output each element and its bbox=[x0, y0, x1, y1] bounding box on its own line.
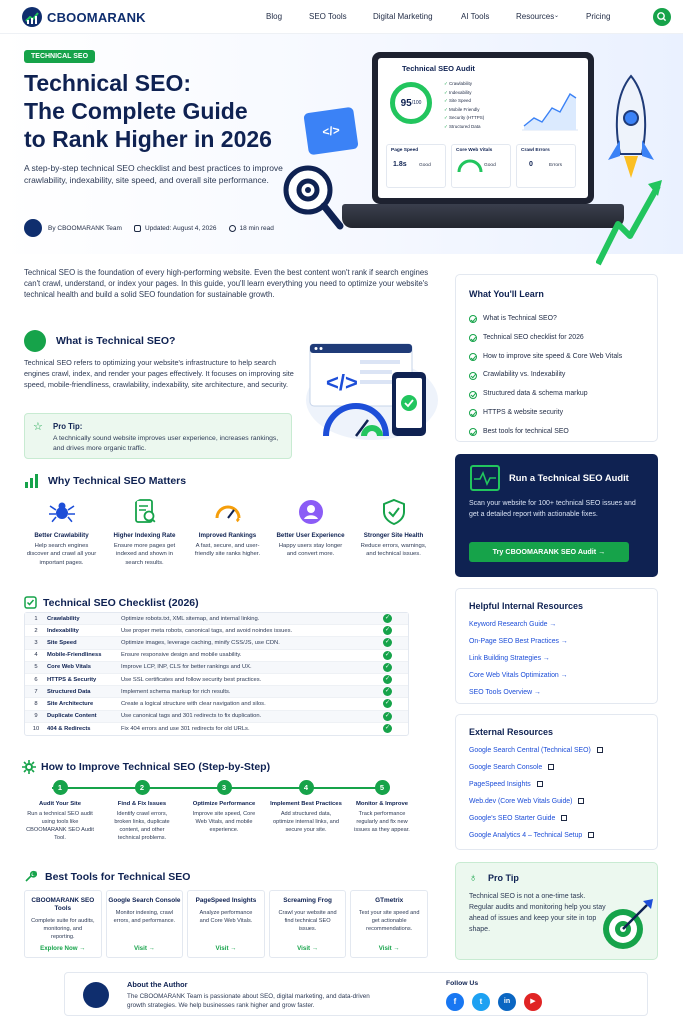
audit-title: Technical SEO Audit bbox=[402, 64, 475, 73]
row-desc: Ensure responsive design and mobile usability. bbox=[121, 652, 242, 659]
step-number: 4 bbox=[299, 780, 314, 795]
section-title-what: What is Technical SEO? bbox=[56, 335, 176, 347]
laptop-illustration bbox=[372, 52, 594, 228]
learn-item[interactable] bbox=[469, 329, 622, 348]
gear-icon bbox=[22, 760, 36, 774]
learn-label: What is Technical SEO? bbox=[483, 315, 557, 322]
gear-check-icon bbox=[24, 330, 46, 352]
about-author bbox=[64, 972, 648, 1016]
external-link-icon bbox=[537, 781, 543, 787]
why-title: Stronger Site Health bbox=[363, 532, 424, 539]
nav-blog[interactable]: Blog bbox=[266, 12, 283, 21]
why-item bbox=[352, 496, 435, 588]
tip-text: A technically sound website improves user experience, increases rankings, and drives more organic traffic. bbox=[53, 435, 279, 452]
spider-icon bbox=[48, 498, 76, 526]
external-link-label[interactable]: Google Search Central (Technical SEO) bbox=[469, 747, 591, 754]
step-number: 3 bbox=[217, 780, 232, 795]
row-name: Site Architecture bbox=[47, 700, 94, 707]
learn-list bbox=[469, 310, 622, 442]
row-name: Duplicate Content bbox=[47, 713, 97, 720]
audit-check-list bbox=[444, 80, 484, 132]
about-text: The CBOOMARANK Team is passionate about SEO, digital marketing, and data-driven growth strategies. We help businesses rank higher and grow faster. bbox=[127, 993, 370, 1009]
check-circle-icon bbox=[469, 334, 477, 342]
table-row bbox=[25, 711, 408, 723]
learn-label: Crawlability vs. Indexability bbox=[483, 371, 566, 379]
row-number: 10 bbox=[32, 725, 40, 732]
twitter-icon[interactable]: t bbox=[472, 993, 490, 1011]
internal-link[interactable]: Core Web Vitals Optimization → bbox=[469, 672, 568, 679]
audit-cta-card bbox=[455, 454, 658, 577]
check-circle-icon bbox=[469, 315, 477, 323]
row-number: 1 bbox=[34, 615, 38, 622]
monitor-pulse-icon bbox=[470, 465, 500, 491]
title-line: The Complete Guide bbox=[24, 98, 248, 124]
external-link[interactable] bbox=[469, 810, 603, 827]
step-title: Monitor & Improve bbox=[355, 801, 409, 807]
check-icon: ✓ bbox=[384, 651, 391, 658]
nav-ai-tools[interactable]: AI Tools bbox=[461, 12, 490, 21]
step-number: 5 bbox=[375, 780, 390, 795]
row-number: 2 bbox=[34, 627, 38, 634]
audit-check: ✓ Security (HTTPS) bbox=[444, 114, 484, 123]
tool-desc: Test your site speed and get actionable recommendations. bbox=[358, 910, 420, 932]
read-time: 18 min read bbox=[239, 224, 274, 232]
external-link-icon bbox=[597, 747, 603, 753]
step-title: Find & Fix Issues bbox=[117, 801, 167, 807]
score-ring bbox=[390, 82, 432, 124]
audit-check: ✓ Site Speed bbox=[444, 97, 484, 106]
learn-item[interactable] bbox=[469, 310, 622, 329]
check-icon: ✓ bbox=[384, 688, 391, 695]
external-link-label[interactable]: Google's SEO Starter Guide bbox=[469, 815, 556, 822]
why-grid bbox=[20, 496, 436, 588]
core-web-vitals-card bbox=[451, 144, 511, 188]
bar-chart-icon bbox=[24, 474, 40, 488]
learn-item[interactable] bbox=[469, 385, 622, 404]
what-youll-learn-card bbox=[455, 274, 658, 442]
stat-value: 0 bbox=[529, 161, 533, 168]
learn-label: HTTPS & website security bbox=[483, 408, 564, 416]
section-title-why: Why Technical SEO Matters bbox=[48, 475, 187, 487]
row-desc: Implement schema markup for rich results. bbox=[121, 688, 231, 695]
tool-title: Google Search Console bbox=[108, 897, 181, 904]
row-name: HTTPS & Security bbox=[47, 676, 97, 683]
tool-link[interactable]: Visit → bbox=[297, 945, 319, 952]
step-item bbox=[18, 780, 102, 842]
checklist-table bbox=[24, 612, 409, 736]
tool-card[interactable] bbox=[187, 890, 265, 958]
row-desc: Use canonical tags and 301 redirects to fix duplication. bbox=[121, 713, 262, 720]
tool-link[interactable]: Visit → bbox=[378, 945, 400, 952]
step-desc: Improve site speed, Core Web Vitals, and mobile experience. bbox=[192, 811, 256, 833]
row-name: Site Speed bbox=[47, 639, 77, 646]
stat-status: Good bbox=[484, 163, 496, 168]
check-icon: ✓ bbox=[384, 725, 391, 732]
pro-tip-box bbox=[24, 413, 292, 459]
nav-seo-tools[interactable]: SEO Tools bbox=[309, 12, 347, 21]
internal-link[interactable]: Link Building Strategies → bbox=[469, 655, 550, 662]
external-link-label[interactable]: Google Search Console bbox=[469, 764, 543, 771]
tool-desc: Complete suite for audits, monitoring, and reporting. bbox=[31, 918, 95, 940]
check-circle-icon bbox=[469, 353, 477, 361]
shield-check-icon bbox=[380, 498, 408, 526]
external-link[interactable] bbox=[469, 742, 603, 759]
row-desc: Use SSL certificates and follow security best practices. bbox=[121, 676, 262, 683]
page-title bbox=[24, 69, 324, 153]
nav-digital-marketing[interactable]: Digital Marketing bbox=[373, 12, 433, 21]
pro-tip-title: Pro Tip bbox=[488, 873, 519, 883]
social-links bbox=[446, 993, 542, 1011]
youtube-icon[interactable]: ▶ bbox=[524, 993, 542, 1011]
check-circle-icon bbox=[469, 428, 477, 436]
step-desc: Add structured data, optimize internal links, and secure your site. bbox=[273, 811, 339, 833]
learn-item[interactable] bbox=[469, 423, 622, 442]
why-item bbox=[103, 496, 186, 588]
row-number: 9 bbox=[34, 713, 38, 720]
tool-title: PageSpeed Insights bbox=[195, 897, 257, 904]
stat-label: Crawl Errors bbox=[521, 148, 550, 153]
table-row bbox=[25, 637, 408, 649]
learn-item[interactable] bbox=[469, 366, 622, 385]
step-desc: Track performance regularly and fix new issues as they appear. bbox=[354, 811, 410, 833]
nav-pricing[interactable]: Pricing bbox=[586, 12, 611, 21]
audit-check: ✓ Indexability bbox=[444, 89, 484, 98]
search-icon bbox=[653, 8, 671, 26]
tool-link[interactable]: Explore Now → bbox=[40, 945, 86, 952]
star-icon: ☆ bbox=[33, 421, 43, 433]
linkedin-icon[interactable]: in bbox=[498, 993, 516, 1011]
table-row bbox=[25, 625, 408, 637]
tool-card[interactable] bbox=[350, 890, 428, 958]
check-icon: ✓ bbox=[384, 700, 391, 707]
step-title: Optimize Performance bbox=[192, 801, 256, 807]
tool-desc: Analyze performance and Core Web Vitals. bbox=[199, 910, 253, 924]
row-name: Indexability bbox=[47, 627, 79, 634]
row-number: 5 bbox=[34, 664, 38, 671]
learn-item[interactable] bbox=[469, 404, 622, 423]
external-link[interactable] bbox=[469, 793, 603, 810]
updated-date: Updated: August 4, 2026 bbox=[144, 224, 217, 232]
page-speed-card bbox=[386, 144, 446, 188]
check-icon: ✓ bbox=[384, 663, 391, 670]
why-item bbox=[20, 496, 103, 588]
step-item bbox=[100, 780, 184, 842]
score-unit: /100 bbox=[411, 100, 422, 106]
code-window-illustration: </> bbox=[303, 107, 358, 156]
row-number: 3 bbox=[34, 639, 38, 646]
card-title: Helpful Internal Resources bbox=[469, 601, 584, 611]
tool-link[interactable]: Visit → bbox=[133, 945, 155, 952]
step-item bbox=[264, 780, 348, 834]
internal-resources-card bbox=[455, 588, 658, 704]
step-by-step bbox=[18, 780, 436, 866]
row-number: 7 bbox=[34, 688, 38, 695]
why-item bbox=[186, 496, 269, 588]
row-name: Core Web Vitals bbox=[47, 664, 91, 671]
row-number: 6 bbox=[34, 676, 38, 683]
about-title: About the Author bbox=[127, 980, 188, 989]
why-title: Better User Experience bbox=[276, 532, 345, 539]
internal-link[interactable]: Keyword Research Guide → bbox=[469, 621, 557, 628]
check-circle-icon bbox=[469, 372, 477, 380]
tools-grid bbox=[24, 890, 428, 958]
external-link-icon bbox=[578, 798, 584, 804]
follow-label: Follow Us bbox=[446, 980, 479, 987]
audit-check: ✓ Structured Data bbox=[444, 123, 484, 132]
chevron-down-icon[interactable]: ⌄ bbox=[554, 13, 560, 19]
audit-dashboard bbox=[378, 58, 588, 198]
row-desc: Improve LCP, INP, CLS for better rankings and UX. bbox=[121, 664, 252, 671]
audit-check: ✓ Mobile Friendly bbox=[444, 106, 484, 115]
card-title: What You'll Learn bbox=[469, 289, 544, 299]
user-icon bbox=[297, 498, 325, 526]
row-desc: Use proper meta robots, canonical tags, and avoid noindex issues. bbox=[121, 627, 293, 634]
step-desc: Run a technical SEO audit using tools like CBOOMARANK SEO Audit Tool. bbox=[26, 811, 94, 841]
learn-label: Technical SEO checklist for 2026 bbox=[483, 333, 584, 341]
table-row bbox=[25, 613, 408, 625]
external-link-label[interactable]: Google Analytics 4 – Technical Setup bbox=[469, 832, 583, 839]
row-name: Structured Data bbox=[47, 688, 91, 695]
article-meta bbox=[24, 219, 274, 237]
code-symbol-icon: </> bbox=[326, 370, 358, 395]
external-link-label[interactable]: PageSpeed Insights bbox=[469, 781, 531, 788]
row-name: Mobile-Friendliness bbox=[47, 652, 102, 659]
tool-title: CBOOMARANK SEO Tools bbox=[31, 897, 95, 912]
check-icon: ✓ bbox=[384, 627, 391, 634]
step-title: Audit Your Site bbox=[39, 801, 81, 807]
why-desc: Happy users stay longer and convert more. bbox=[278, 543, 343, 558]
step-number: 1 bbox=[53, 780, 68, 795]
speedometer-icon bbox=[214, 498, 242, 526]
brand-logo[interactable] bbox=[22, 7, 146, 27]
why-desc: Ensure more pages get indexed and shown in search results. bbox=[113, 543, 176, 566]
tool-card[interactable] bbox=[106, 890, 184, 958]
why-item bbox=[269, 496, 352, 588]
internal-links bbox=[469, 616, 568, 701]
main-nav bbox=[266, 12, 610, 21]
external-link[interactable] bbox=[469, 827, 603, 844]
check-icon: ✓ bbox=[384, 639, 391, 646]
crawl-errors-card bbox=[516, 144, 576, 188]
row-number: 4 bbox=[34, 652, 38, 659]
check-circle-icon bbox=[469, 409, 477, 417]
check-icon: ✓ bbox=[384, 676, 391, 683]
tool-link[interactable]: Visit → bbox=[215, 945, 237, 952]
author-name[interactable]: By CBOOMARANK Team bbox=[48, 224, 122, 232]
document-search-icon bbox=[131, 498, 159, 526]
tool-title: Screaming Frog bbox=[283, 897, 332, 904]
check-icon: ✓ bbox=[384, 615, 391, 622]
search-button[interactable] bbox=[653, 8, 671, 26]
external-resources-card bbox=[455, 714, 658, 850]
row-desc: Optimize images, leverage caching, minify CSS/JS, use CDN. bbox=[121, 639, 280, 646]
title-line: Technical SEO: bbox=[24, 70, 192, 96]
browser-code-phone-illustration bbox=[302, 340, 442, 442]
cta-text: Scan your website for 100+ technical SEO issues and get a detailed report with actionable fixes. bbox=[469, 500, 636, 518]
step-number: 2 bbox=[135, 780, 150, 795]
row-number: 8 bbox=[34, 700, 38, 707]
why-desc: A fast, secure, and user-friendly site ranks higher. bbox=[194, 543, 261, 558]
external-link-icon bbox=[561, 815, 567, 821]
stat-label: Page Speed bbox=[391, 148, 419, 153]
author-avatar bbox=[24, 219, 42, 237]
check-icon: ✓ bbox=[384, 712, 391, 719]
pro-tip-text: Technical SEO is not a one-time task. Regular audits and monitoring help you stay ahead of issues and keep your site in top shape. bbox=[469, 893, 606, 933]
title-line: to Rank Higher in 2026 bbox=[24, 126, 272, 152]
internal-link[interactable]: On-Page SEO Best Practices → bbox=[469, 638, 568, 645]
card-title: External Resources bbox=[469, 727, 554, 737]
external-links bbox=[469, 742, 603, 844]
tool-desc: Crawl your website and find technical SEO issues. bbox=[278, 910, 337, 932]
page-subtitle: A step-by-step technical SEO checklist and best practices to improve crawlability, indexability, site speed, and overall site performance. bbox=[24, 163, 283, 185]
external-link-icon bbox=[588, 832, 594, 838]
lightbulb-icon: ♁ bbox=[469, 872, 478, 884]
step-desc: Identify crawl errors, broken links, duplicate content, and other technical problems. bbox=[114, 811, 170, 841]
table-row bbox=[25, 662, 408, 674]
laptop-screen bbox=[372, 52, 594, 204]
external-link[interactable] bbox=[469, 759, 603, 776]
gauge-icon bbox=[457, 159, 483, 173]
calendar-icon bbox=[134, 225, 141, 232]
learn-item[interactable] bbox=[469, 348, 622, 367]
magnifier-gear-icon bbox=[280, 160, 346, 260]
stat-label: Core Web Vitals bbox=[456, 148, 493, 153]
stat-status: Errors bbox=[549, 163, 563, 168]
row-desc: Fix 404 errors and use 301 redirects for old URLs. bbox=[121, 725, 250, 732]
check-circle-icon bbox=[469, 391, 477, 399]
tool-card[interactable] bbox=[24, 890, 102, 958]
checklist-icon bbox=[24, 596, 37, 609]
why-title: Higher Indexing Rate bbox=[113, 532, 176, 539]
logo-icon bbox=[22, 7, 42, 27]
score-value: 95 bbox=[400, 97, 412, 109]
external-link-label[interactable]: Web.dev (Core Web Vitals Guide) bbox=[469, 798, 573, 805]
tool-desc: Monitor indexing, crawl errors, and performance. bbox=[113, 910, 176, 924]
table-row bbox=[25, 686, 408, 698]
cta-title: Run a Technical SEO Audit bbox=[509, 472, 629, 483]
facebook-icon[interactable]: f bbox=[446, 993, 464, 1011]
why-desc: Reduce errors, warnings, and technical issues. bbox=[360, 543, 427, 558]
why-title: Better Crawlability bbox=[34, 532, 89, 539]
row-name: 404 & Redirects bbox=[47, 725, 91, 732]
author-logo-icon bbox=[83, 982, 109, 1008]
table-row bbox=[25, 650, 408, 662]
tool-card[interactable] bbox=[269, 890, 347, 958]
category-badge[interactable]: TECHNICAL SEO bbox=[24, 50, 95, 63]
hero-section bbox=[0, 34, 683, 254]
table-row bbox=[25, 723, 408, 735]
why-title: Improved Rankings bbox=[198, 532, 257, 539]
site-header bbox=[0, 0, 683, 34]
learn-label: Structured data & schema markup bbox=[483, 390, 588, 398]
tool-title: GTmetrix bbox=[375, 897, 404, 904]
laptop-keyboard bbox=[342, 204, 624, 228]
clock-icon bbox=[229, 225, 236, 232]
wrench-icon bbox=[24, 870, 37, 883]
rocket-icon bbox=[596, 74, 666, 274]
section-title-checklist: Technical SEO Checklist (2026) bbox=[43, 597, 199, 609]
step-item bbox=[340, 780, 424, 834]
target-icon bbox=[597, 895, 657, 955]
section-title-steps: How to Improve Technical SEO (Step-by-Step) bbox=[41, 761, 271, 773]
brand-name: CBOOMARANK bbox=[47, 9, 146, 25]
intro-paragraph: Technical SEO is the foundation of every high-performing website. Even the best content won't rank if search engines can't crawl, understand, or index your pages. In this guide, you'll learn everything you need to optimize your website's technical health and build a solid SEO foundation for sustainable growth. bbox=[24, 268, 429, 300]
nav-resources[interactable]: Resources bbox=[516, 12, 555, 21]
section-title-tools: Best Tools for Technical SEO bbox=[45, 871, 191, 883]
row-desc: Create a logical structure with clear navigation and silos. bbox=[121, 700, 266, 707]
external-link[interactable] bbox=[469, 776, 603, 793]
audit-check: ✓ Crawlability bbox=[444, 80, 484, 89]
what-body: Technical SEO refers to optimizing your website's infrastructure to help search engines crawl, index, and render your pages effectively. It focuses on improving site speed, mobile-friendliness, crawlability, indexability, site architecture, and security. bbox=[24, 358, 294, 389]
try-audit-button[interactable]: Try CBOOMARANK SEO Audit → bbox=[469, 542, 629, 562]
trend-chart-icon bbox=[522, 84, 578, 134]
row-desc: Optimize robots.txt, XML sitemap, and internal linking. bbox=[121, 615, 260, 622]
step-item bbox=[182, 780, 266, 834]
row-name: Crawlability bbox=[47, 615, 80, 622]
table-row bbox=[25, 674, 408, 686]
tip-title: Pro Tip: bbox=[53, 422, 83, 431]
why-desc: Help search engines discover and crawl all your important pages. bbox=[26, 543, 97, 566]
step-title: Implement Best Practices bbox=[270, 801, 342, 807]
learn-label: How to improve site speed & Core Web Vitals bbox=[483, 352, 623, 360]
learn-label: Best tools for technical SEO bbox=[483, 427, 569, 435]
stat-status: Good bbox=[419, 163, 431, 168]
internal-link[interactable]: SEO Tools Overview → bbox=[469, 689, 541, 696]
stat-value: 1.8s bbox=[393, 161, 407, 168]
external-link-icon bbox=[548, 764, 554, 770]
table-row bbox=[25, 698, 408, 710]
